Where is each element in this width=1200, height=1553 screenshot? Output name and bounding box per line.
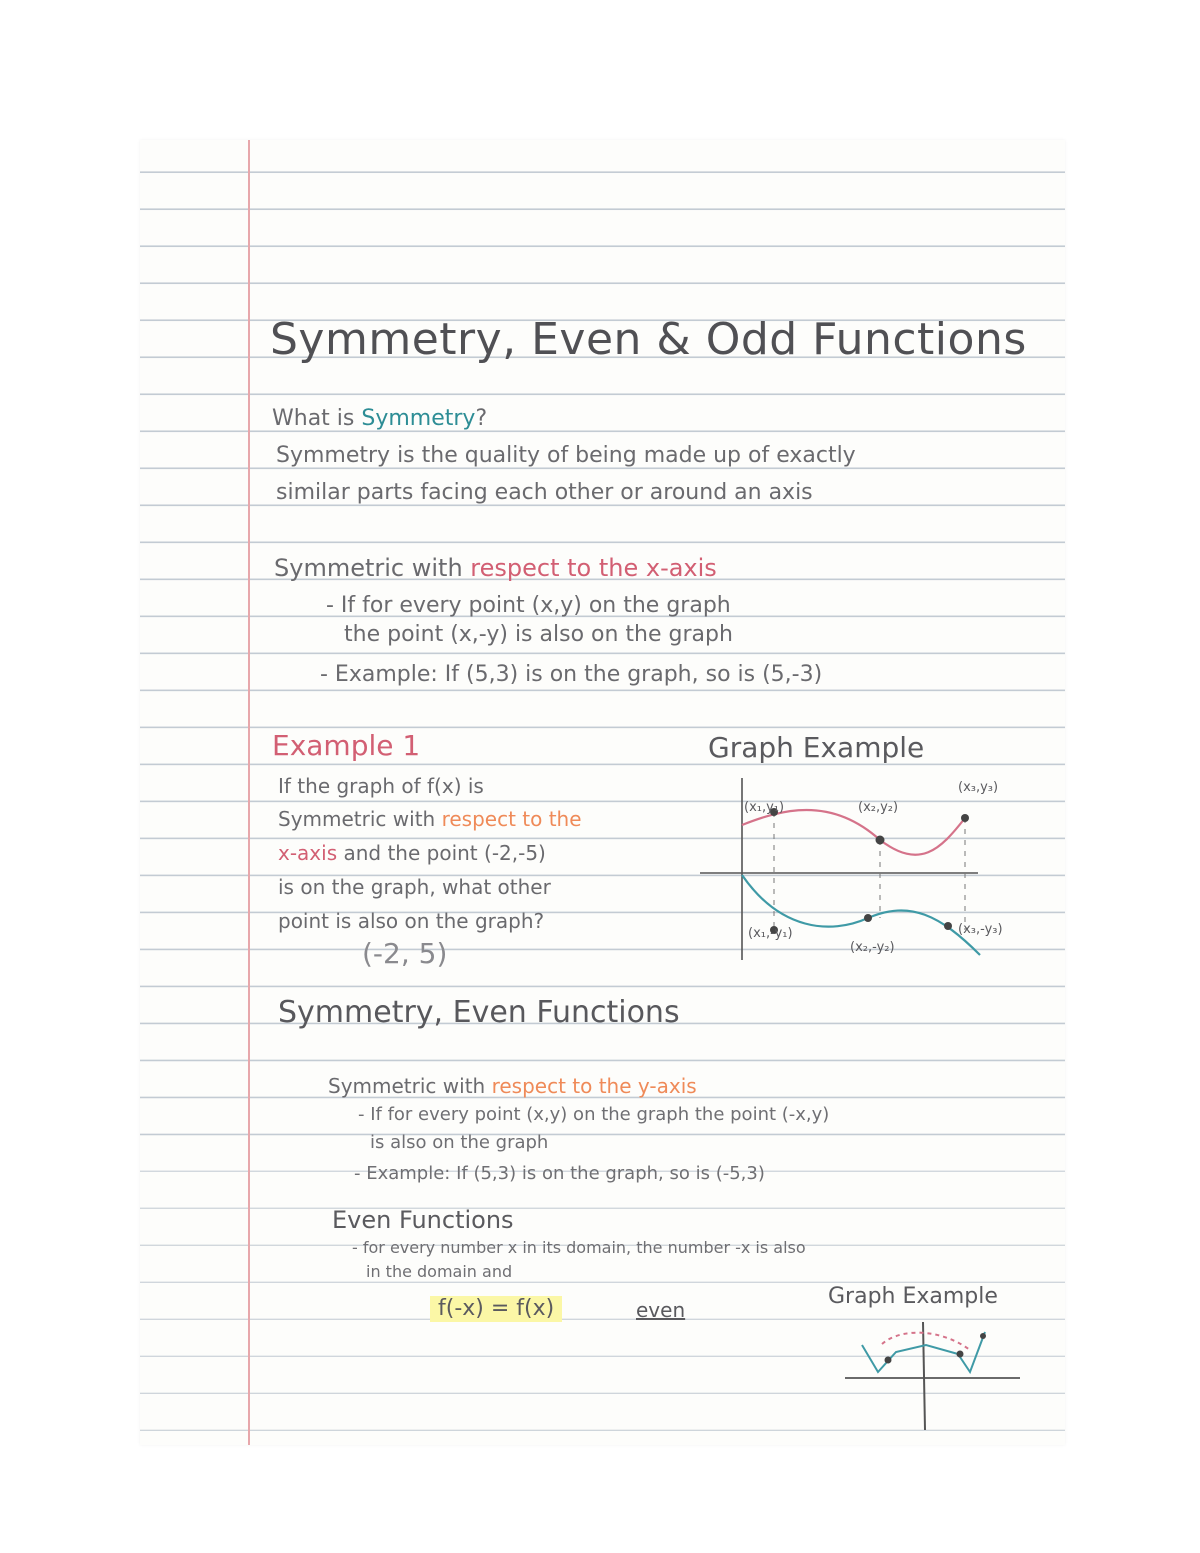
graph1-label-p1: (x₁,y₁) bbox=[744, 800, 785, 815]
example1-line3-suffix: and the point (-2,-5) bbox=[337, 841, 546, 865]
even-word: even bbox=[636, 1298, 686, 1322]
symmetry-question-prefix: What is bbox=[272, 406, 362, 431]
x-axis-bullet1-line2: the point (x,-y) is also on the graph bbox=[344, 622, 733, 647]
page-title: Symmetry, Even & Odd Functions bbox=[270, 314, 1027, 365]
even-functions-heading: Even Functions bbox=[332, 1206, 514, 1234]
example1-line2-colored: respect to the bbox=[441, 807, 582, 831]
y-axis-heading-prefix: Symmetric with bbox=[328, 1074, 492, 1098]
even-formula: f(-x) = f(x) bbox=[430, 1296, 562, 1322]
graph1-label-p3: (x₃,y₃) bbox=[958, 780, 999, 795]
symmetry-definition-line1: Symmetry is the quality of being made up of exactly bbox=[276, 443, 856, 468]
example1-line3-colored: x-axis bbox=[278, 841, 338, 865]
y-axis-bullet2: - Example: If (5,3) is on the graph, so is (-5,3) bbox=[354, 1163, 765, 1184]
even-functions-line1: - for every number x in its domain, the number -x is also bbox=[352, 1238, 806, 1257]
even-functions-line2: in the domain and bbox=[366, 1262, 513, 1281]
graph2-plot bbox=[140, 140, 1065, 1445]
notebook-page bbox=[140, 140, 1065, 1445]
y-axis-heading-colored: respect to the y-axis bbox=[491, 1074, 697, 1098]
example1-line2-prefix: Symmetric with bbox=[278, 807, 442, 831]
graph2-y-axis bbox=[923, 1322, 925, 1430]
graph1-heading: Graph Example bbox=[708, 731, 925, 764]
y-axis-bullet1-line2: is also on the graph bbox=[370, 1132, 549, 1153]
example1-heading: Example 1 bbox=[272, 729, 421, 762]
symmetry-word: Symmetry bbox=[361, 406, 476, 431]
graph1-label-q2: (x₂,-y₂) bbox=[850, 940, 895, 955]
example1-line5: point is also on the graph? bbox=[278, 909, 545, 933]
graph2-point-far-right bbox=[980, 1333, 986, 1339]
x-axis-heading-colored: respect to the x-axis bbox=[470, 554, 717, 582]
graph2-curve-pink bbox=[882, 1333, 970, 1350]
graph1-label-q1: (x₁,-y₁) bbox=[748, 926, 793, 941]
graph1-label-q3: (x₃,-y₃) bbox=[958, 922, 1003, 937]
even-section-heading: Symmetry, Even Functions bbox=[278, 995, 680, 1030]
y-axis-bullet1-line1: - If for every point (x,y) on the graph the point (-x,y) bbox=[358, 1104, 830, 1125]
example1-answer: (-2, 5) bbox=[362, 937, 448, 970]
graph2-point-right bbox=[957, 1351, 964, 1358]
x-axis-bullet1-line1: - If for every point (x,y) on the graph bbox=[326, 593, 731, 618]
graph1-label-p2: (x₂,y₂) bbox=[858, 800, 899, 815]
x-axis-bullet2: - Example: If (5,3) is on the graph, so is (5,-3) bbox=[320, 662, 823, 687]
graph2-heading: Graph Example bbox=[828, 1284, 998, 1309]
example1-line1: If the graph of f(x) is bbox=[278, 774, 484, 798]
x-axis-heading-prefix: Symmetric with bbox=[274, 554, 471, 582]
example1-line4: is on the graph, what other bbox=[278, 875, 551, 899]
symmetry-definition-line2: similar parts facing each other or around an axis bbox=[276, 480, 813, 505]
graph2-point-left bbox=[885, 1357, 892, 1364]
symmetry-question-mark: ? bbox=[475, 406, 488, 431]
